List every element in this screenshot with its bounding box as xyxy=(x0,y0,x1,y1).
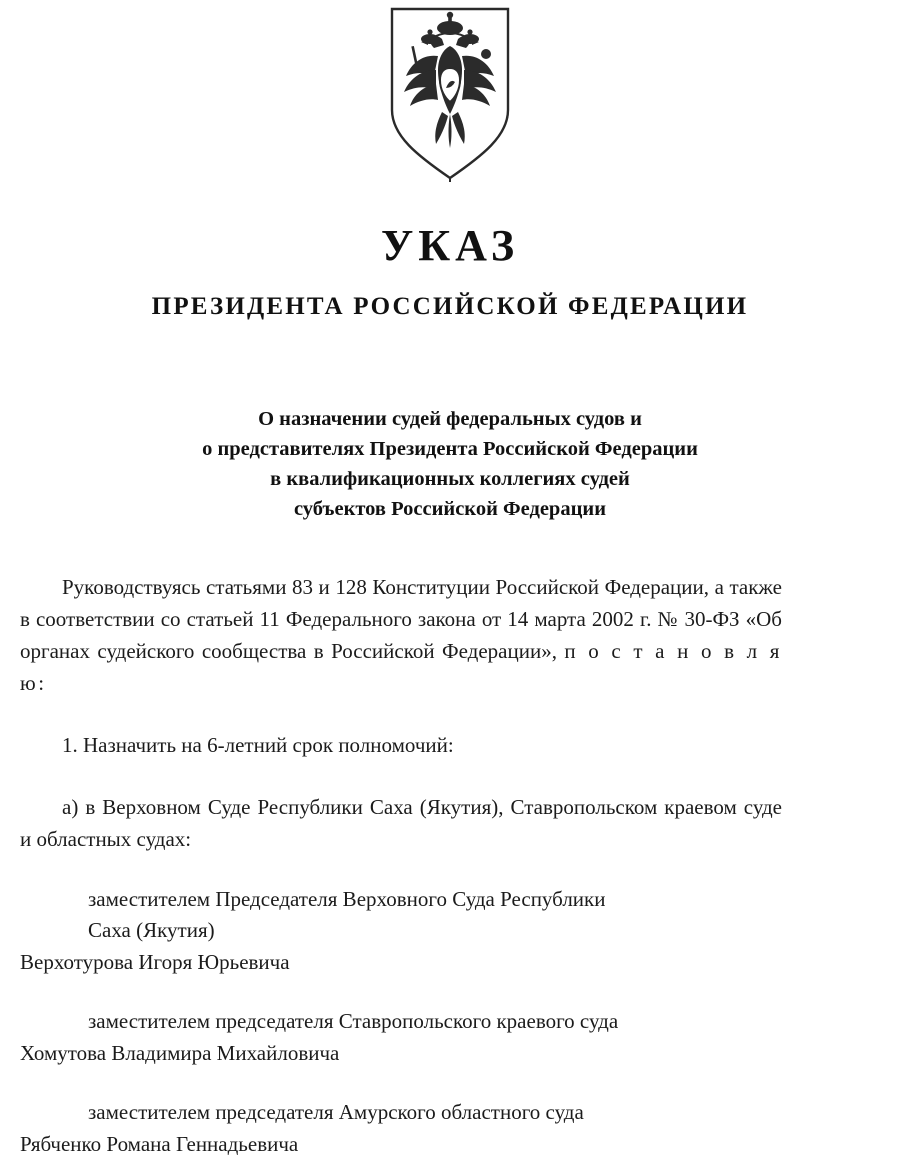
russian-coat-of-arms-icon xyxy=(386,6,514,182)
document-heading xyxy=(130,405,770,525)
appointment-1-role-line-2: Саха (Якутия) xyxy=(88,918,215,943)
emblem-container xyxy=(385,0,515,182)
appointment-3-role-line-1: заместителем председателя Амурского областного суда xyxy=(88,1100,584,1125)
heading-line-4: субъектов Российской Федерации xyxy=(293,497,607,520)
appointment-2-role-line-1: заместителем председателя Ставропольского краевого суда xyxy=(88,1009,619,1034)
appointment-1-name: Верхотурова Игоря Юрьевича xyxy=(20,949,290,974)
appointment-3-name: Рябченко Романа Геннадьевича xyxy=(20,1131,299,1156)
document-body xyxy=(0,571,900,1160)
clause-1: 1. Назначить на 6-летний срок полномочий: xyxy=(62,733,454,758)
preamble-text: Руководствуясь статьями 83 и 128 Конституции Российской Федерации, а также в соответствии со статьей 11 Федерального закона от 14 марта 2002 г. № 30-ФЗ «Об органах судейского сообщества в Российской Федерации», xyxy=(20,574,782,663)
heading-line-2: о представителях Президента Российской Федерации xyxy=(202,437,698,460)
preamble-paragraph xyxy=(20,571,782,700)
heading-line-1: О назначении судей федеральных судов и xyxy=(258,408,642,430)
appointment-2-name: Хомутова Владимира Михайловича xyxy=(20,1040,340,1065)
heading-line-3: в квалификационных коллегиях судей xyxy=(270,467,630,490)
document-title: УКАЗ xyxy=(380,221,520,270)
decree-word: п о с т а н о в л я ю: xyxy=(20,638,782,696)
clause-1a: а) в Верховном Суде Республики Саха (Якутия), Ставропольском краевом суде и областных судах: xyxy=(20,795,782,852)
appointment-1-role-line-1: заместителем Председателя Верховного Суда Республики xyxy=(88,886,606,911)
document-subtitle: ПРЕЗИДЕНТА РОССИЙСКОЙ ФЕДЕРАЦИИ xyxy=(151,293,749,320)
